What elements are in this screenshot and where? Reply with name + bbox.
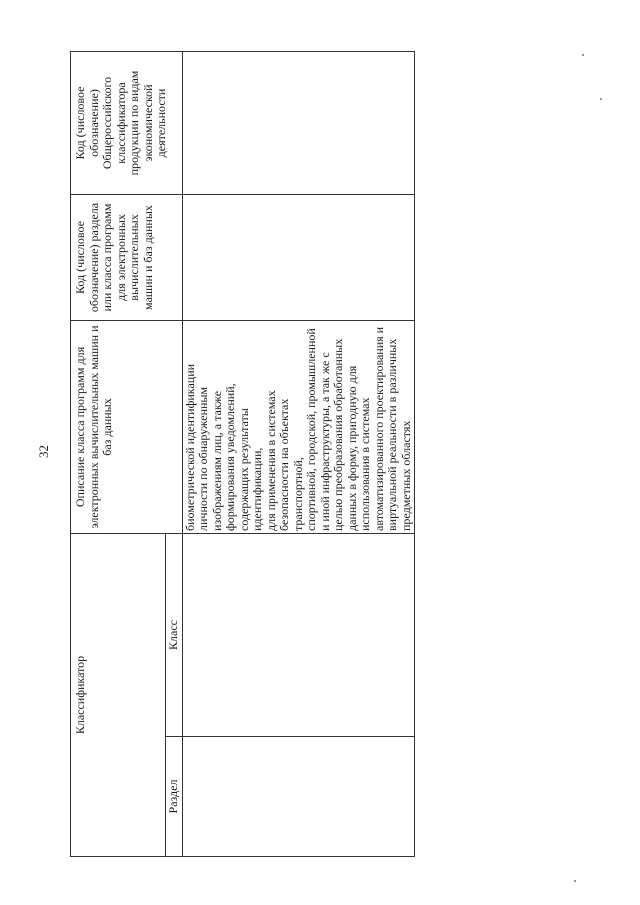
description-line: и иной инфраструктуры, а так же с bbox=[317, 352, 332, 531]
page-number: 32 bbox=[36, 445, 51, 458]
cell-code-okpd bbox=[182, 52, 415, 195]
description-line: данных в форму, пригодную для bbox=[344, 365, 359, 531]
scan-speck bbox=[582, 54, 584, 56]
cell-class bbox=[182, 534, 415, 737]
description-line: виртуальной реальности в различных bbox=[385, 338, 399, 531]
header-code-okpd: Код (числовое обозначение) Общероссийского классификатора продукции по видам экономической деятельности bbox=[71, 52, 183, 195]
description-line: формирования уведомлений, bbox=[223, 383, 237, 531]
cell-section bbox=[182, 737, 415, 857]
cell-description bbox=[182, 321, 415, 534]
header-class: Класс bbox=[166, 534, 183, 737]
description-line: изображениям лиц, а также bbox=[209, 390, 224, 531]
description-line: для применения в системах bbox=[263, 390, 278, 531]
description-line: предметных областях bbox=[398, 420, 413, 531]
description-line: использования в системах bbox=[358, 397, 372, 531]
header-code-program: Код (числовое обозначение) раздела или класса программ для электронных вычислительных машин и баз данных bbox=[71, 195, 183, 321]
classifier-table bbox=[70, 51, 415, 857]
rotated-table-container bbox=[70, 52, 413, 857]
description-line: целью преобразования обработанных bbox=[331, 338, 345, 531]
scan-speck bbox=[600, 98, 602, 100]
description-line: биометрической идентификации bbox=[182, 363, 197, 531]
header-description: Описание класса программ для электронных вычислительных машин и баз данных bbox=[71, 321, 183, 534]
description-line: содержащих результаты идентификации, bbox=[236, 408, 264, 531]
description-line: автоматизированного проектирования и bbox=[371, 326, 386, 531]
header-classifier: Классификатор bbox=[71, 534, 166, 857]
description-line: спортивной, городской, промышленной bbox=[304, 328, 318, 531]
header-section: Раздел bbox=[166, 737, 183, 857]
scan-speck bbox=[574, 880, 576, 882]
cell-code-program bbox=[182, 195, 415, 321]
description-line: личности по обнаруженным bbox=[196, 386, 210, 531]
description-line: безопасности на объектах транспортной, bbox=[277, 398, 305, 531]
